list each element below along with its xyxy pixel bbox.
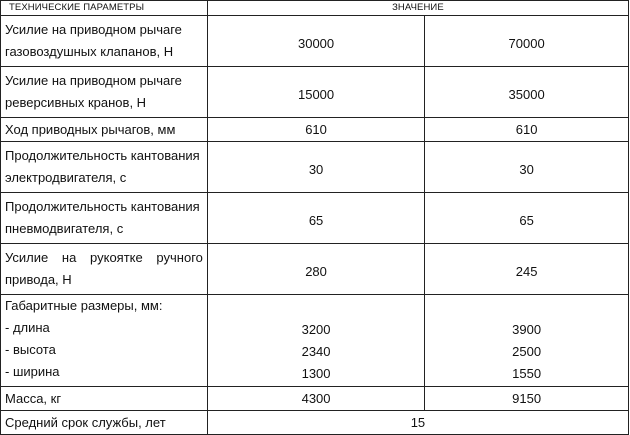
- table-header-row: [1, 1, 629, 16]
- table-row: [1, 244, 629, 295]
- dimension-value: 1550: [512, 366, 542, 381]
- param-line: пневмодвигателя, с: [5, 221, 124, 236]
- param-line: реверсивных кранов, Н: [5, 95, 147, 110]
- value-cell-1: 15000: [207, 67, 424, 118]
- table-row: [1, 193, 629, 244]
- value-cell-1: 280: [207, 244, 424, 295]
- param-line: привода, Н: [5, 272, 72, 287]
- dimension-value: 2500: [512, 344, 542, 359]
- value-cell-1: 610: [207, 118, 424, 142]
- param-cell: Ход приводных рычагов, мм: [1, 118, 208, 142]
- table-row: [1, 118, 629, 142]
- dimension-spacer: [212, 295, 420, 319]
- value-cell-2: 245: [425, 244, 629, 295]
- param-line: Усилие на приводном рычаге: [5, 73, 182, 88]
- value-cell-1: 65: [207, 193, 424, 244]
- dimension-value: 3200: [301, 322, 331, 337]
- param-line: газовоздушных клапанов, Н: [5, 44, 174, 59]
- value-cell-2: 30: [425, 142, 629, 193]
- value-cell-1: 4300: [207, 387, 424, 411]
- dimension-value: 3900: [512, 322, 542, 337]
- value-cell-2: 65: [425, 193, 629, 244]
- param-line: электродвигателя, с: [5, 170, 127, 185]
- dimension-value: 1300: [301, 366, 331, 381]
- param-cell: [1, 244, 208, 295]
- value-cell-1: 30000: [207, 16, 424, 67]
- param-line: Усилие на приводном рычаге: [5, 22, 182, 37]
- param-line: Усилие на рукоятке ручного: [5, 250, 203, 265]
- param-cell: Масса, кг: [1, 387, 208, 411]
- param-cell: [1, 67, 208, 118]
- table-row: [1, 16, 629, 67]
- value-cell-merged: 15: [207, 411, 628, 435]
- dimension-value: 2340: [301, 344, 331, 359]
- dimensions-title: Габаритные размеры, мм:: [5, 298, 163, 313]
- param-cell: [1, 142, 208, 193]
- param-cell: [1, 16, 208, 67]
- table-row: [1, 387, 629, 411]
- dimensions-row: [1, 295, 629, 387]
- dimension-label: - высота: [5, 342, 56, 357]
- dimension-label: - длина: [5, 320, 50, 335]
- value-cell-1: 30: [207, 142, 424, 193]
- param-cell: [1, 193, 208, 244]
- value-cell-2: 70000: [425, 16, 629, 67]
- table-row: [1, 411, 629, 435]
- header-parameters: ТЕХНИЧЕСКИЕ ПАРАМЕТРЫ: [1, 1, 208, 16]
- value-cell-2: 9150: [425, 387, 629, 411]
- dimension-label: - ширина: [5, 364, 60, 379]
- dimension-spacer: [429, 295, 624, 319]
- dimensions-value-cell-2: [425, 295, 629, 387]
- value-cell-2: 610: [425, 118, 629, 142]
- header-value: ЗНАЧЕНИЕ: [207, 1, 628, 16]
- param-line: Продолжительность кантования: [5, 148, 200, 163]
- table-row: [1, 142, 629, 193]
- param-line: Продолжительность кантования: [5, 199, 200, 214]
- param-cell: Средний срок службы, лет: [1, 411, 208, 435]
- dimensions-param-cell: [1, 295, 208, 387]
- table-row: [1, 67, 629, 118]
- dimensions-value-cell-1: [207, 295, 424, 387]
- value-cell-2: 35000: [425, 67, 629, 118]
